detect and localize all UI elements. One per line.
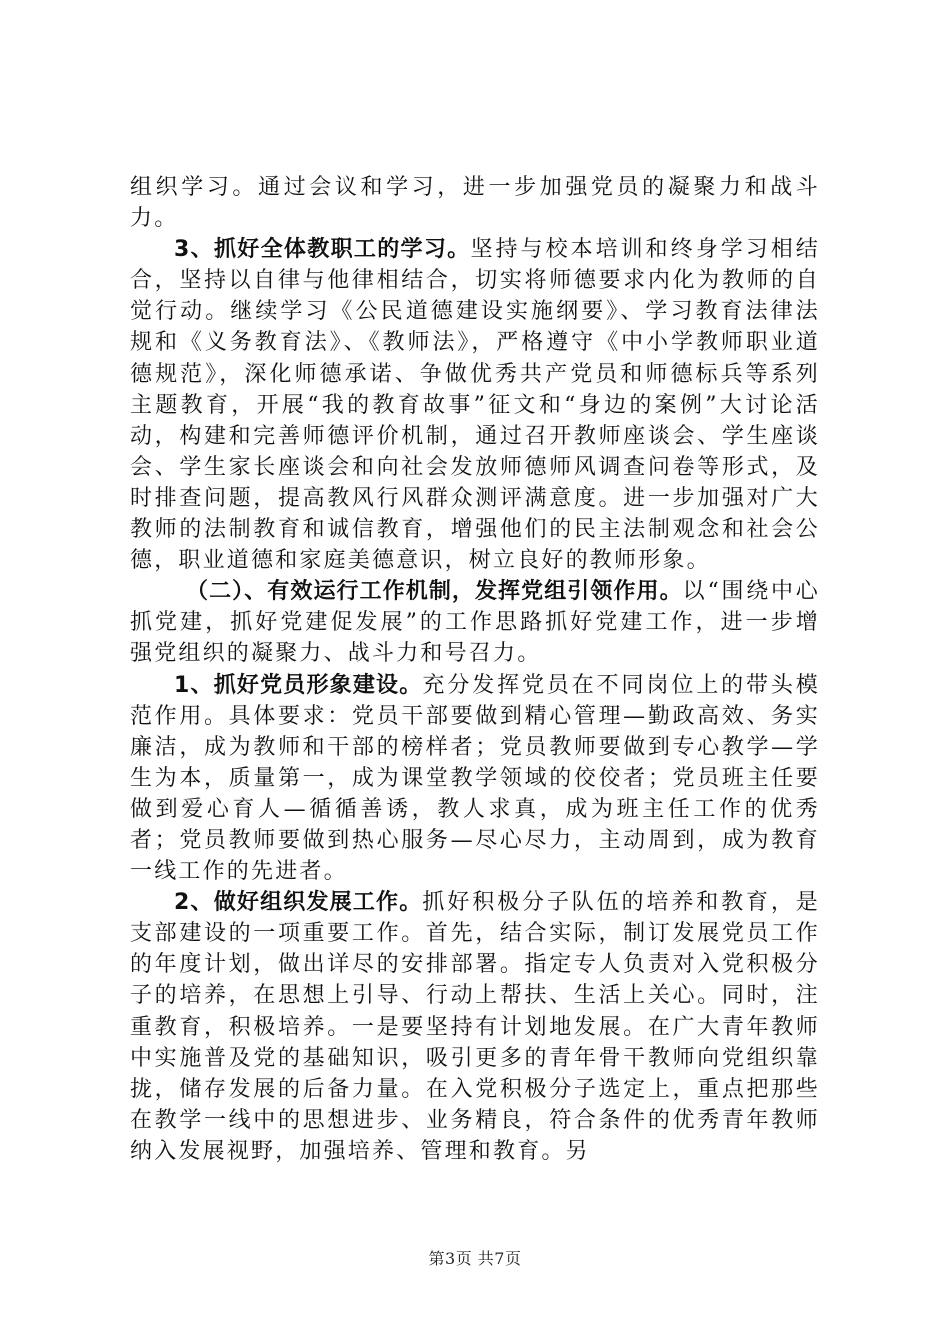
paragraph-party-image xyxy=(130,670,820,888)
paragraph-staff-study xyxy=(130,234,820,576)
paragraph-text: 坚持与校本培训和终身学习相结合，坚持以自律与他律相结合，切实将师德要求内化为教师的自觉行动。继续学习《公民道德建设实施纲要》、学习教育法律法规和《义务教育法》、《教师法》，严格遵守《中小学教师职业道德规范》，深化师德承诺、争做优秀共产党员和师德标兵等系列主题教育，开展“我的教育故事”征文和“身边的案例”大讨论活动，构建和完善师德评价机制，通过召开教师座谈会、学生座谈会、学生家长座谈会和向社会发放师德师风调查问卷等形式，及时排查问题，提高教风行风群众测评满意度。进一步加强对广大教师的法制教育和诚信教育，增强他们的民主法制观念和社会公德，职业道德和家庭美德意识，树立良好的教师形象。 xyxy=(130,237,820,574)
paragraph-continuation xyxy=(130,172,820,234)
paragraph-heading: 2、做好组织发展工作。 xyxy=(174,890,423,916)
section-heading: （二）、有效运行工作机制，发挥党组引领作用。 xyxy=(186,579,683,605)
page-number: 第3页 共7页 xyxy=(428,1249,522,1268)
paragraph-organization-development xyxy=(130,887,820,1167)
paragraph-heading: 1、抓好党员形象建设。 xyxy=(174,672,423,698)
document-body xyxy=(130,172,820,1167)
page-footer xyxy=(0,1246,950,1269)
paragraph-text: 抓好积极分子队伍的培养和教育，是支部建设的一项重要工作。首先，结合实际，制订发展党员工作的年度计划，做出详尽的安排部署。指定专人负责对入党积极分子的培养，在思想上引导、行动上帮扶、生活上关心。同时，注重教育，积极培养。一是要坚持有计划地发展。在广大青年教师中实施普及党的基础知识，吸引更多的青年骨干教师向党组织靠拢，储存发展的后备力量。在入党积极分子选定上，重点把那些在教学一线中的思想进步、业务精良，符合条件的优秀青年教师纳入发展视野，加强培养、管理和教育。另 xyxy=(130,890,820,1164)
paragraph-text: 组织学习。通过会议和学习，进一步加强党员的凝聚力和战斗力。 xyxy=(130,175,820,232)
paragraph-heading: 3、抓好全体教职工的学习。 xyxy=(174,237,471,263)
paragraph-section-two xyxy=(130,576,820,669)
paragraph-text: 充分发挥党员在不同岗位上的带头模范作用。具体要求：党员干部要做到精心管理—勤政高效、务实廉洁，成为教师和干部的榜样者；党员教师要做到专心教学—学生为本，质量第一，成为课堂教学领域的佼佼者；党员班主任要做到爱心育人—循循善诱，教人求真，成为班主任工作的优秀者；党员教师要做到热心服务—尽心尽力，主动周到，成为教育一线工作的先进者。 xyxy=(130,672,820,885)
paragraph-text: 以“围绕中心抓党建，抓好党建促发展”的工作思路抓好党建工作，进一步增强党组织的凝聚力、战斗力和号召力。 xyxy=(130,579,820,667)
